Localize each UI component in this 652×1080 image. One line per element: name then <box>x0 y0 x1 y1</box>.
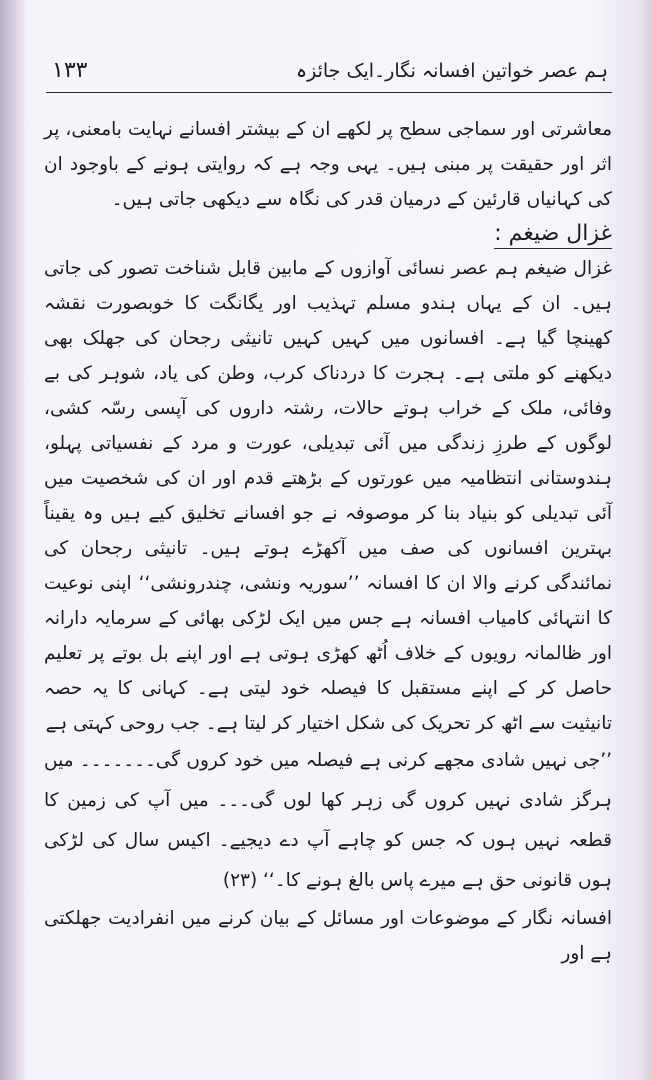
page-number: ١٣٣ <box>52 58 88 83</box>
book-spine-shadow <box>0 0 26 1080</box>
paragraph-1: معاشرتی اور سماجی سطح پر لکھے ان کے بیشتر افسانے نہایت بامعنی، پر اثر اور حقیقت پر مبنی ہیں۔ یہی وجہ ہے کہ روایتی ہونے کے باوجود ان کی کہانیاں قارئین کے درمیان قدر کی نگاہ سے دیکھی جاتی ہیں۔ <box>44 119 612 210</box>
page-body <box>44 112 612 971</box>
paragraph-3: افسانہ نگار کے موضوعات اور مسائل کے بیان کرنے میں انفرادیت جھلکتی ہے اور <box>44 908 612 964</box>
paragraph-2: غزال ضیغم ہم عصر نسائی آوازوں کے مابین قابل شناخت تصور کی جاتی ہیں۔ ان کے یہاں ہندو مسلم تہذیب اور یگانگت کا خوبصورت نقشہ کھینچا گیا ہے۔ افسانوں میں کہیں کہیں تانیثی رجحان کی جھلک بھی دیکھنے کو ملتی ہے۔ ہجرت کا دردناک کرب، وطن کی یاد، شوہر کی بے وفائی، ملک کے خراب ہوتے حالات، رشتہ داروں کی آپسی رسّہ کشی، لوگوں کے طرزِ زندگی میں آئی تبدیلی، عورت و مرد کے نفسیاتی پہلو، ہندوستانی انتظامیہ میں عورتوں کے بڑھتے قدم اور ان کی شخصیت میں آئی تبدیلی کو بنیاد بنا کر موصوفہ نے جو افسانے تخلیق کیے ہیں وہ یقیناً بہترین افسانوں کی صف میں آکھڑے ہوتے ہیں۔ تانیثی رجحان کی نمائندگی کرنے والا ان کا افسانہ ’’سوریہ ونشی، چندرونشی‘‘ اپنی نوعیت کا انتہائی کامیاب افسانہ ہے جس میں ایک لڑکی بھائی کے سرمایہ دارانہ اور ظالمانہ رویوں کے خلاف اُٹھ کھڑی ہوتی ہے اور اپنے بل بوتے پر تعلیم حاصل کر کے اپنے مستقبل کا فیصلہ خود لیتی ہے۔ کہانی کا یہ حصہ تانیثیت سے اٹھ کر تحریک کی شکل اختیار کر لیتا ہے۔ جب روحی کہتی ہے <box>44 258 612 734</box>
running-title: ہم عصر خواتین افسانہ نگار۔ایک جائزہ <box>295 60 608 82</box>
section-heading <box>44 217 612 251</box>
page-header <box>46 52 612 93</box>
page-edge-shadow <box>638 0 652 1080</box>
section-heading-text: غزال ضیغم : <box>494 221 612 249</box>
block-quote: ’’جی نہیں شادی مجھے کرنی ہے فیصلہ میں خود کروں گی۔۔۔۔۔۔۔ میں ہرگز شادی نہیں کروں گی زہر کھا لوں گی۔۔۔ میں آپ کی زمین کا قطعہ نہیں ہوں کہ جس کو چاہے آپ دے دیجیے۔ اکیس سال کی لڑکی ہوں قانونی حق ہے میرے پاس بالغ ہونے کا۔‘‘ (٢٣) <box>44 750 612 891</box>
